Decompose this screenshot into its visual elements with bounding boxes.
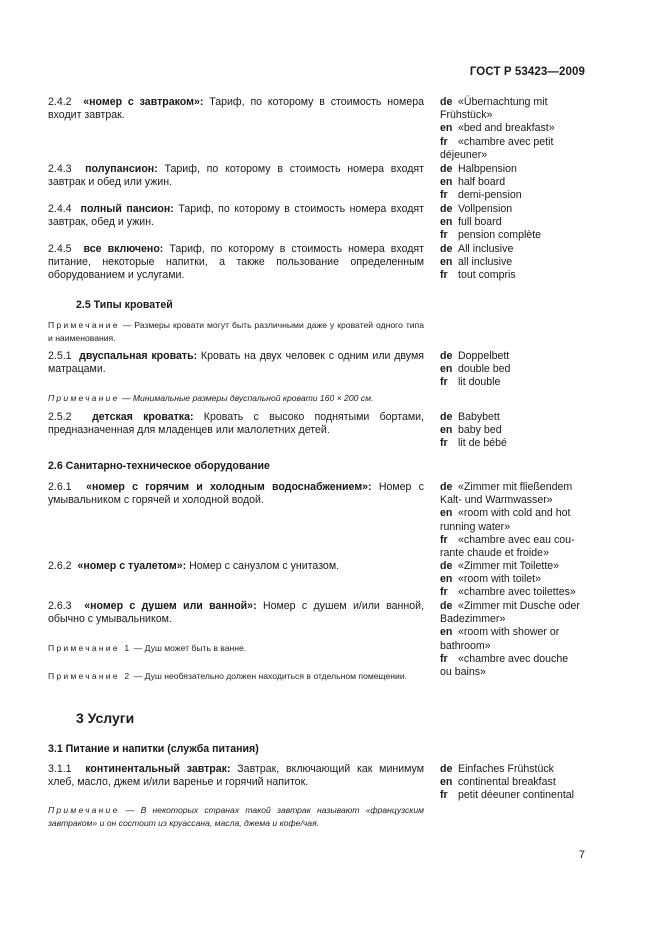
translations-2-4-3: de Halbpension en half board fr demi-pension xyxy=(440,163,522,202)
translations-2-6-1: de «Zimmer mit fließendem Kalt- und Warmwasser» en «room with cold and hot running water» fr «chambre avec eau cou- rante chaude et froide» xyxy=(440,481,575,560)
entry-2-6-2: 2.6.2 «номер с туалетом»: Номер с санузлом с унитазом. xyxy=(48,560,340,572)
section-heading-2-5: 2.5 Типы кроватей xyxy=(76,299,173,311)
translations-2-5-2: de Babybett en baby bed fr lit de bébé xyxy=(440,411,507,450)
note-2-6-3-1: Примечание 1 — Душ может быть в ванне. xyxy=(48,643,247,653)
section-heading-3-1: 3.1 Питание и напитки (служба питания) xyxy=(48,743,259,755)
note-2-6-3-2: Примечание 2 — Душ необязательно должен находиться в отдельном помещении. xyxy=(48,671,408,681)
note-2-5: Примечание — Размеры кровати могут быть различными даже у кроватей одного типа и наименования. xyxy=(48,320,424,343)
entry-3-1-1: 3.1.1 континентальный завтрак: Завтрак, включающий как минимум хлеб, масло, джем и/или варенье и горячий напиток. xyxy=(48,763,425,789)
page-number: 7 xyxy=(578,849,585,861)
translations-2-5-1: de Doppelbett en double bed fr lit double xyxy=(440,350,511,389)
translations-3-1-1: de Einfaches Frühstück en continental breakfast fr petit déeuner continental xyxy=(440,763,575,802)
translations-2-6-3: de «Zimmer mit Dusche oder Badezimmer» en «room with shower or bathroom» fr «chambre avec douche ou bains» xyxy=(440,600,580,679)
entry-2-6-3: 2.6.3 «номер с душем или ванной»: Номер с душем и/или ванной, обычно с умывальником. xyxy=(48,600,425,626)
chapter-heading-3: 3 Услуги xyxy=(76,710,135,726)
translations-2-4-5: de All inclusive en all inclusive fr tout compris xyxy=(440,243,516,282)
translations-2-6-2: de «Zimmer mit Toilette» en «room with toilet» fr «chambre avec toilettes» xyxy=(440,560,576,599)
entry-2-5-2: 2.5.2 детская кроватка: Кровать с высоко поднятыми бортами, предназначенная для младенцев или малолетних детей. xyxy=(48,411,424,437)
section-heading-2-6: 2.6 Санитарно-техническое оборудование xyxy=(48,460,270,472)
translations-2-4-2: de «Übernachtung mit Frühstück» en «bed and breakfast» fr «chambre avec petit déjeuner» xyxy=(440,96,555,161)
entry-2-4-2: 2.4.2 «номер с завтраком»: Тариф, по которому в стоимость номера входит завтрак. xyxy=(48,96,424,122)
note-2-5-1: Примечание — Минимальные размеры двуспальной кровати 160 × 200 см. xyxy=(48,393,374,403)
entry-2-4-4: 2.4.4 полный пансион: Тариф, по которому в стоимость номера входят завтрак, обед и ужин. xyxy=(48,203,424,229)
entry-2-5-1: 2.5.1 двуспальная кровать: Кровать на двух человек с одним или двумя матрацами. xyxy=(48,350,424,376)
translations-2-4-4: de Vollpension en full board fr pension complète xyxy=(440,203,542,242)
entry-2-4-5: 2.4.5 все включено: Тариф, по которому в стоимость номера входят питание, некоторые напитки, а также пользование определенным оборудованием и услугами. xyxy=(48,243,424,282)
standard-code: ГОСТ Р 53423—2009 xyxy=(469,66,585,78)
entry-2-6-1: 2.6.1 «номер с горячим и холодным водоснабжением»: Номер с умывальником с горячей и холодной водой. xyxy=(48,481,424,507)
note-3-1-1: Примечание — В некоторых странах такой завтрак называют «французским завтраком» и он состоит из круассана, масла, джема и кофе/чая. xyxy=(48,805,424,828)
entry-2-4-3: 2.4.3 полупансион: Тариф, по которому в стоимость номера входят завтрак и обед или ужин. xyxy=(48,163,424,189)
